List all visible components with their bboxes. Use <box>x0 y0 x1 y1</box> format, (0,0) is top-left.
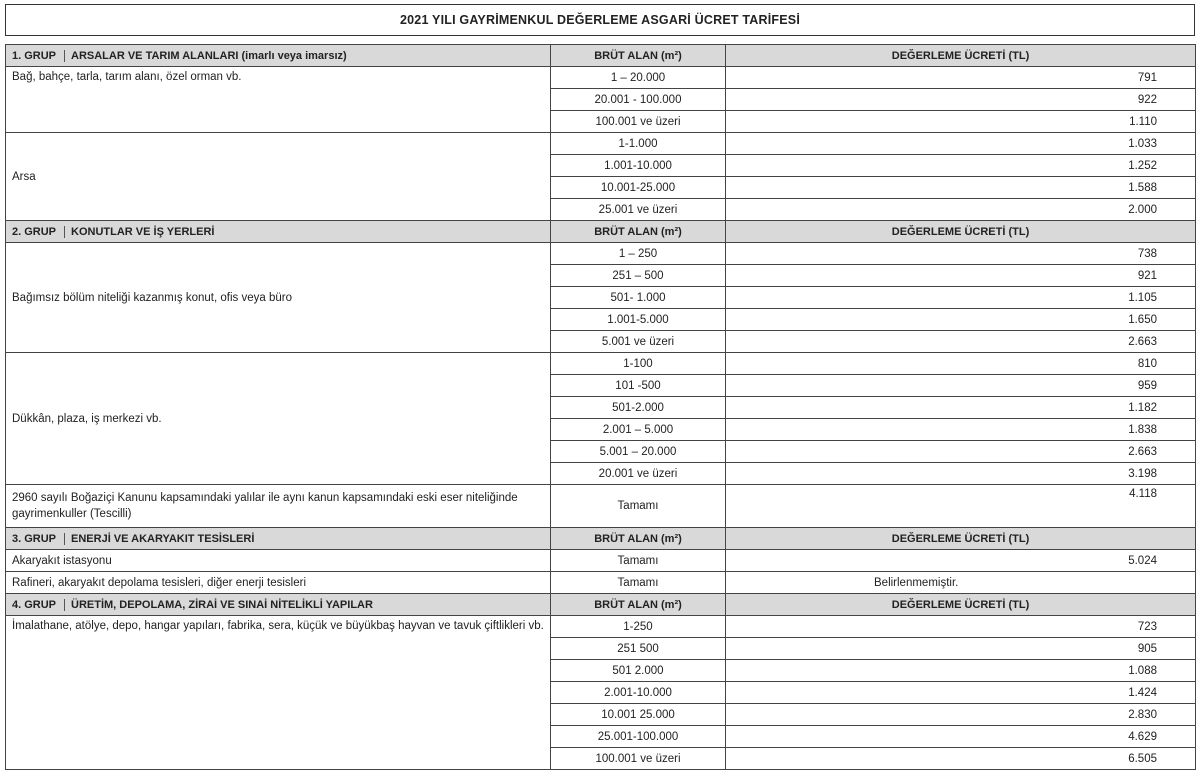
valuation-fee: 1.110 <box>726 111 1196 133</box>
gross-area-range: 1-100 <box>551 353 726 375</box>
property-description: Rafineri, akaryakıt depolama tesisleri, diğer enerji tesisleri <box>6 572 551 594</box>
gross-area-range: Tamamı <box>551 550 726 572</box>
group-number: 2. GRUP <box>12 226 65 238</box>
valuation-fee: 1.105 <box>726 287 1196 309</box>
group-name: KONUTLAR VE İŞ YERLERİ <box>71 225 215 238</box>
valuation-fee: 921 <box>726 265 1196 287</box>
gross-area-range: 5.001 ve üzeri <box>551 331 726 353</box>
area-column-header: BRÜT ALAN (m²) <box>551 221 726 243</box>
gross-area-range: 25.001 ve üzeri <box>551 199 726 221</box>
fee-column-header: DEĞERLEME ÜCRETİ (TL) <box>726 45 1196 67</box>
group-title-cell <box>6 221 551 243</box>
valuation-fee: 1.252 <box>726 155 1196 177</box>
document-title: 2021 YILI GAYRİMENKUL DEĞERLEME ASGARİ ÜCRET TARİFESİ <box>5 4 1195 36</box>
gross-area-range: 10.001-25.000 <box>551 177 726 199</box>
gross-area-range: 20.001 ve üzeri <box>551 463 726 485</box>
valuation-fee: 1.033 <box>726 133 1196 155</box>
property-description: Arsa <box>6 133 551 221</box>
valuation-fee: 791 <box>726 67 1196 89</box>
gross-area-range: 1-1.000 <box>551 133 726 155</box>
gross-area-range: 501 2.000 <box>551 660 726 682</box>
group-name: ARSALAR VE TARIM ALANLARI (imarlı veya imarsız) <box>71 49 347 62</box>
gross-area-range: 5.001 – 20.000 <box>551 441 726 463</box>
valuation-fee: 1.182 <box>726 397 1196 419</box>
gross-area-range: 100.001 ve üzeri <box>551 748 726 770</box>
table-row <box>6 550 1196 572</box>
group-header-row <box>6 594 1196 616</box>
table-row <box>6 572 1196 594</box>
valuation-fee: 1.088 <box>726 660 1196 682</box>
valuation-fee: 905 <box>726 638 1196 660</box>
table-row <box>6 485 1196 528</box>
property-description: Dükkân, plaza, iş merkezi vb. <box>6 353 551 485</box>
valuation-fee: 738 <box>726 243 1196 265</box>
group-name: ENERJİ VE AKARYAKIT TESİSLERİ <box>71 532 255 545</box>
gross-area-range: 251 – 500 <box>551 265 726 287</box>
property-description: Bağımsız bölüm niteliği kazanmış konut, ofis veya büro <box>6 243 551 353</box>
group-number: 3. GRUP <box>12 533 65 545</box>
gross-area-range: 25.001-100.000 <box>551 726 726 748</box>
gross-area-range: Tamamı <box>551 485 726 528</box>
valuation-fee: 922 <box>726 89 1196 111</box>
gross-area-range: Tamamı <box>551 572 726 594</box>
gross-area-range: 2.001-10.000 <box>551 682 726 704</box>
gross-area-range: 100.001 ve üzeri <box>551 111 726 133</box>
fee-column-header: DEĞERLEME ÜCRETİ (TL) <box>726 528 1196 550</box>
property-description: Bağ, bahçe, tarla, tarım alanı, özel orman vb. <box>6 67 551 133</box>
valuation-fee: 2.663 <box>726 331 1196 353</box>
table-row <box>6 67 1196 89</box>
fee-column-header: DEĞERLEME ÜCRETİ (TL) <box>726 594 1196 616</box>
gross-area-range: 1-250 <box>551 616 726 638</box>
group-header-row <box>6 45 1196 67</box>
property-description: 2960 sayılı Boğaziçi Kanunu kapsamındaki yalılar ile aynı kanun kapsamındaki eski eser niteliğinde gayrimenkuller (Tescilli) <box>6 485 551 528</box>
gross-area-range: 20.001 - 100.000 <box>551 89 726 111</box>
area-column-header: BRÜT ALAN (m²) <box>551 45 726 67</box>
valuation-fee: 1.424 <box>726 682 1196 704</box>
property-description: İmalathane, atölye, depo, hangar yapıları, fabrika, sera, küçük ve büyükbaş hayvan ve tavuk çiftlikleri vb. <box>6 616 551 770</box>
valuation-fee: 2.000 <box>726 199 1196 221</box>
table-row <box>6 616 1196 638</box>
group-title-cell <box>6 528 551 550</box>
property-description: Akaryakıt istasyonu <box>6 550 551 572</box>
gross-area-range: 10.001 25.000 <box>551 704 726 726</box>
group-header-row <box>6 528 1196 550</box>
valuation-fee: 6.505 <box>726 748 1196 770</box>
fee-column-header: DEĞERLEME ÜCRETİ (TL) <box>726 221 1196 243</box>
valuation-fee: 810 <box>726 353 1196 375</box>
table-row <box>6 243 1196 265</box>
tariff-sheet <box>5 4 1195 765</box>
gross-area-range: 1 – 250 <box>551 243 726 265</box>
valuation-fee: 3.198 <box>726 463 1196 485</box>
valuation-fee: 4.629 <box>726 726 1196 748</box>
gross-area-range: 101 -500 <box>551 375 726 397</box>
valuation-fee: 1.838 <box>726 419 1196 441</box>
area-column-header: BRÜT ALAN (m²) <box>551 594 726 616</box>
tariff-table <box>5 44 1196 770</box>
valuation-fee: 5.024 <box>726 550 1196 572</box>
group-title-cell <box>6 45 551 67</box>
gross-area-range: 1.001-5.000 <box>551 309 726 331</box>
valuation-fee: 4.118 <box>726 485 1196 528</box>
group-name: ÜRETİM, DEPOLAMA, ZİRAİ VE SINAİ NİTELİKLİ YAPILAR <box>71 598 373 611</box>
gross-area-range: 1.001-10.000 <box>551 155 726 177</box>
valuation-fee: 2.663 <box>726 441 1196 463</box>
group-title-cell <box>6 594 551 616</box>
valuation-fee: 1.588 <box>726 177 1196 199</box>
gross-area-range: 501- 1.000 <box>551 287 726 309</box>
table-row <box>6 353 1196 375</box>
gross-area-range: 501-2.000 <box>551 397 726 419</box>
valuation-fee: 2.830 <box>726 704 1196 726</box>
gross-area-range: 251 500 <box>551 638 726 660</box>
gross-area-range: 1 – 20.000 <box>551 67 726 89</box>
group-number: 4. GRUP <box>12 599 65 611</box>
tariff-table-body <box>6 45 1196 770</box>
area-column-header: BRÜT ALAN (m²) <box>551 528 726 550</box>
table-row <box>6 133 1196 155</box>
group-header-row <box>6 221 1196 243</box>
group-number: 1. GRUP <box>12 50 65 62</box>
valuation-fee: 723 <box>726 616 1196 638</box>
valuation-fee: Belirlenmemiştir. <box>726 572 1196 594</box>
valuation-fee: 1.650 <box>726 309 1196 331</box>
valuation-fee: 959 <box>726 375 1196 397</box>
gross-area-range: 2.001 – 5.000 <box>551 419 726 441</box>
